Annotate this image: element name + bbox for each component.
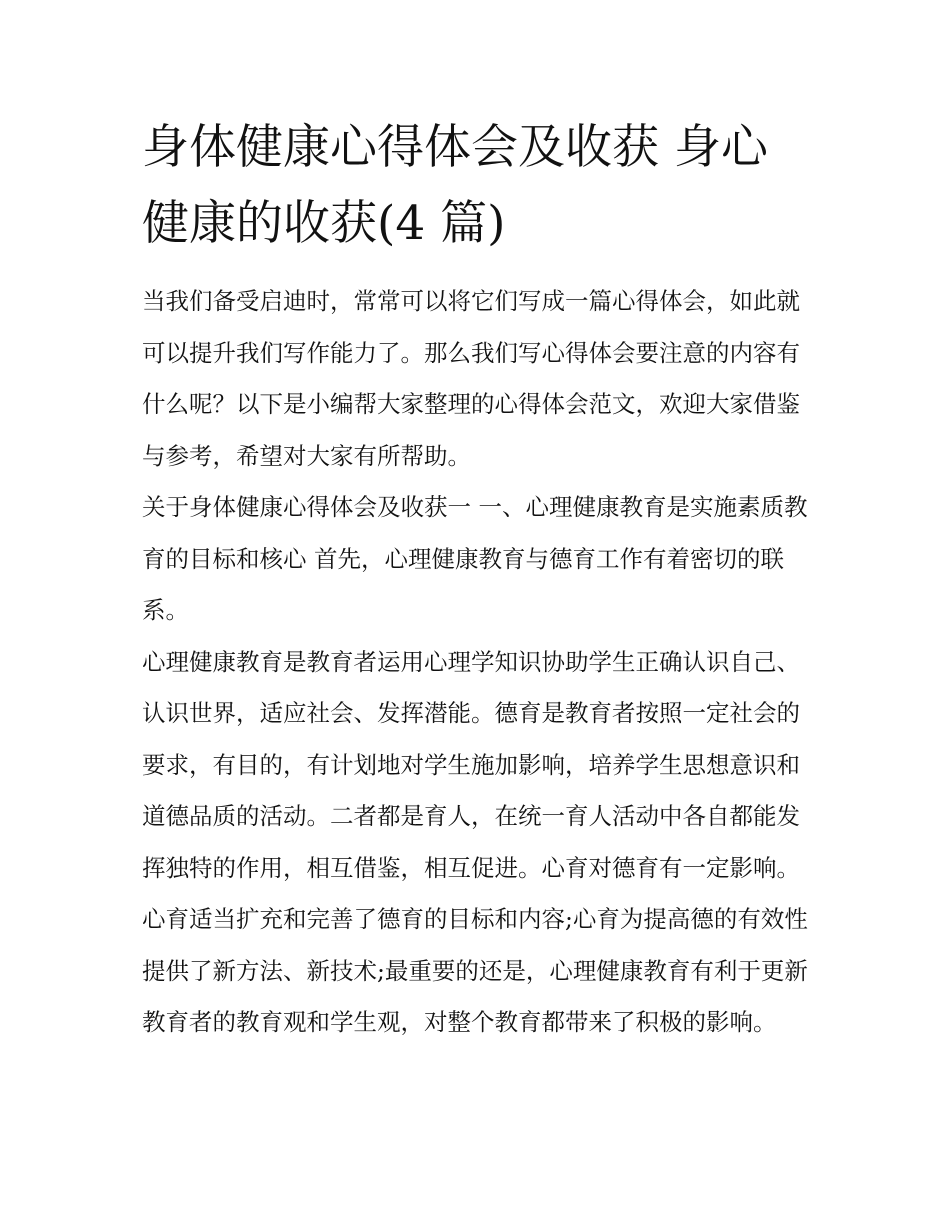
body-paragraph: 心理健康教育是教育者运用心理学知识协助学生正确认识自己、认识世界，适应社会、发挥潜能。德育是教育者按照一定社会的要求，有目的，有计划地对学生施加影响，培养学生思想意识和道德品质的活动。二者都是育人，在统一育人活动中各自都能发挥独特的作用，相互借鉴，相互促进。心育对德育有一定影响。心育适当扩充和完善了德育的目标和内容;心育为提高德的有效性提供了新方法、新技术;最重要的还是，心理健康教育有利于更新教育者的教育观和学生观，对整个教育都带来了积极的影响。 [142, 647, 808, 1036]
intro-paragraph: 当我们备受启迪时，常常可以将它们写成一篇心得体会，如此就可以提升我们写作能力了。那么我们写心得体会要注意的内容有什么呢？以下是小编帮大家整理的心得体会范文，欢迎大家借鉴与参考，希望对大家有所帮助。 [142, 287, 800, 470]
section-one-paragraph: 关于身体健康心得体会及收获一 一、心理健康教育是实施素质教育的目标和核心 首先，心理健康教育与德育工作有着密切的联系。 [142, 493, 808, 624]
document-body [142, 110, 814, 1049]
document-title: 身体健康心得体会及收获 身心健康的收获(4 篇) [142, 120, 768, 251]
